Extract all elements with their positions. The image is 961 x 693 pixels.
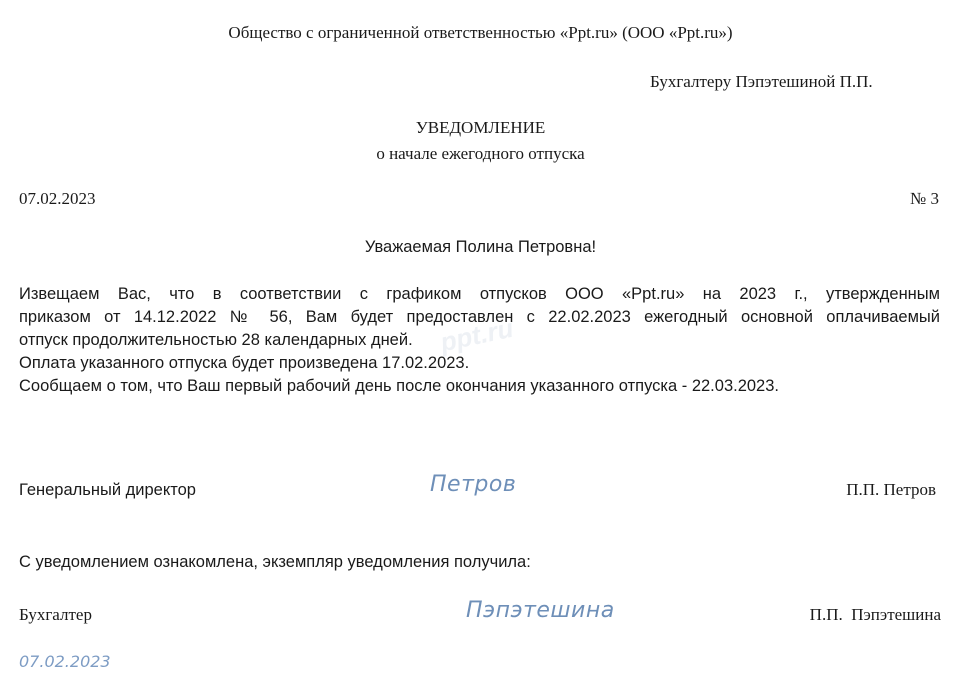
handwritten-date: 07.02.2023 — [19, 652, 111, 671]
organization-header: Общество с ограниченной ответственностью «Ppt.ru» (ООО «Ppt.ru») — [228, 23, 733, 42]
accountant-name: П.П. Пэпэтешина — [809, 605, 941, 624]
document-date: 07.02.2023 — [19, 189, 96, 208]
body-line-2: приказом от 14.12.2022 № 56, Вам будет предоставлен с 22.02.2023 ежегодный основной оплачиваемый — [19, 308, 940, 326]
director-position: Генеральный директор — [19, 481, 196, 499]
document-subtitle: о начале ежегодного отпуска — [376, 144, 585, 163]
document-title: УВЕДОМЛЕНИЕ — [415, 118, 546, 137]
body-line-3: отпуск продолжительностью 28 календарных дней. — [19, 331, 413, 349]
director-name: П.П. Петров — [846, 480, 936, 499]
accountant-position: Бухгалтер — [19, 605, 92, 624]
return-to-work-paragraph: Сообщаем о том, что Ваш первый рабочий день после окончания указанного отпуска - 22.03.2023. — [19, 377, 779, 395]
acknowledgement-text: С уведомлением ознакомлена, экземпляр уведомления получила: — [19, 553, 531, 571]
payment-paragraph: Оплата указанного отпуска будет произведена 17.02.2023. — [19, 354, 470, 372]
body-line-1: Извещаем Вас, что в соответствии с графиком отпусков ООО «Ppt.ru» на 2023 г., утвержденным — [19, 285, 940, 303]
salutation: Уважаемая Полина Петровна! — [364, 238, 597, 256]
addressee: Бухгалтеру Пэпэтешиной П.П. — [650, 72, 873, 91]
watermark: ppt.ru — [437, 312, 516, 358]
document-number: № 3 — [910, 189, 939, 208]
accountant-signature: Пэпэтешина — [466, 598, 615, 623]
director-signature: Петров — [430, 472, 517, 497]
